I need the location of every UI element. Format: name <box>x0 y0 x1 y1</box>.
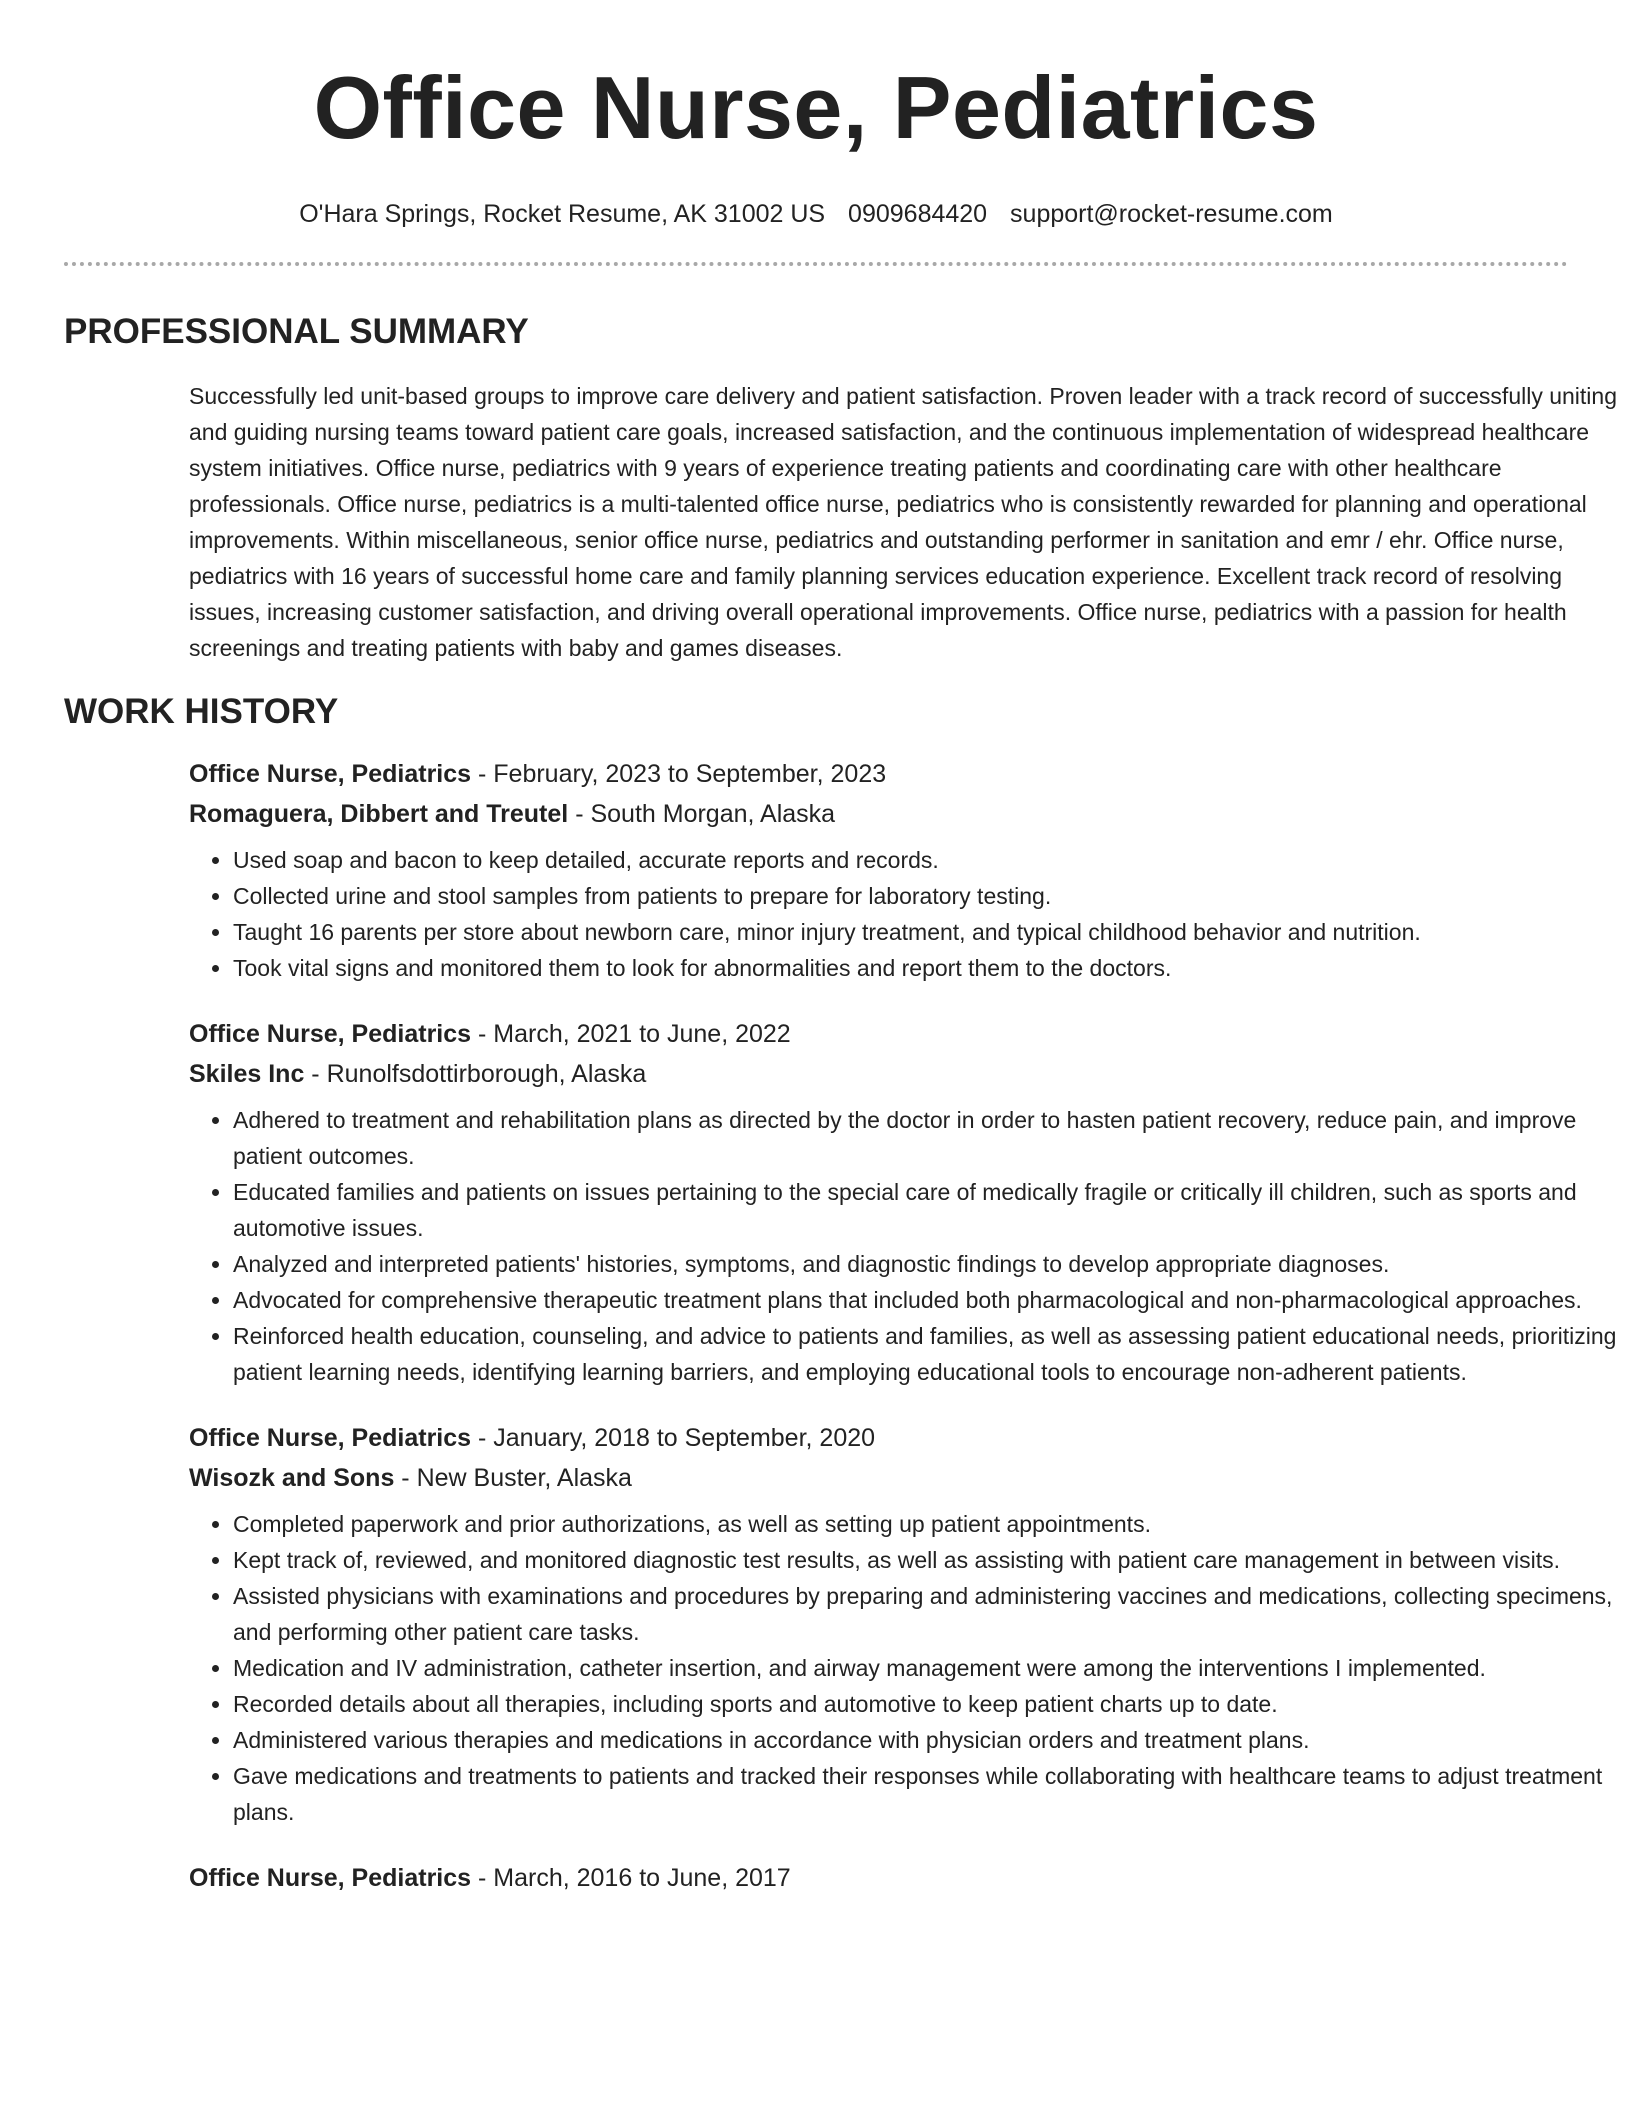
job-company: Wisozk and Sons <box>189 1464 395 1492</box>
job-entry <box>189 1418 1632 1830</box>
job-title-line <box>189 754 1632 794</box>
job-dates: - February, 2023 to September, 2023 <box>471 760 887 788</box>
summary-heading: PROFESSIONAL SUMMARY <box>64 312 529 351</box>
job-dates: - January, 2018 to September, 2020 <box>471 1424 876 1452</box>
job-role: Office Nurse, Pediatrics <box>189 1020 472 1048</box>
summary-text: Successfully led unit-based groups to improve care delivery and patient satisfaction. Proven leader with a track record of successfully uniting and guiding nursing teams toward patient care goals, increased satisfaction, and the continuous implementation of widespread healthcare system initiatives. Office nurse, pediatrics with 9 years of experience treating patients and coordinating care with other healthcare professionals. Office nurse, pediatrics is a multi-talented office nurse, pediatrics who is consistently rewarded for planning and operational improvements. Within miscellaneous, senior office nurse, pediatrics and outstanding performer in sanitation and emr / ehr. Office nurse, pediatrics with 16 years of successful home care and family planning services education experience. Excellent track record of resolving issues, increasing customer satisfaction, and driving overall operational improvements. Office nurse, pediatrics with a passion for health screenings and treating patients with baby and games diseases. <box>189 383 1617 661</box>
job-dates: - March, 2021 to June, 2022 <box>471 1020 791 1048</box>
contact-address: O'Hara Springs, Rocket Resume, AK 31002 US <box>299 200 826 228</box>
job-bullet: • Gave medications and treatments to patients and tracked their responses while collaborating with healthcare teams to adjust treatment plans. <box>233 1758 1632 1830</box>
job-bullet: • Took vital signs and monitored them to look for abnormalities and report them to the doctors. <box>233 950 1632 986</box>
job-bullet: • Used soap and bacon to keep detailed, accurate reports and records. <box>233 842 1632 878</box>
job-bullet: • Administered various therapies and medications in accordance with physician orders and treatment plans. <box>233 1722 1632 1758</box>
job-bullet: • Analyzed and interpreted patients' histories, symptoms, and diagnostic findings to develop appropriate diagnoses. <box>233 1246 1632 1282</box>
job-bullet: • Kept track of, reviewed, and monitored diagnostic test results, as well as assisting with patient care management in between visits. <box>233 1542 1632 1578</box>
job-company: Romaguera, Dibbert and Treutel <box>189 800 569 828</box>
job-bullets <box>189 842 1632 986</box>
job-location: - Runolfsdottirborough, Alaska <box>304 1060 647 1088</box>
job-company-line <box>189 794 1632 834</box>
job-location: - New Buster, Alaska <box>394 1464 632 1492</box>
job-title-line <box>189 1858 1632 1898</box>
job-bullet: • Taught 16 parents per store about newborn care, minor injury treatment, and typical childhood behavior and nutrition. <box>233 914 1632 950</box>
job-bullets <box>189 1102 1632 1390</box>
job-bullet: • Completed paperwork and prior authorizations, as well as setting up patient appointments. <box>233 1506 1632 1542</box>
job-bullet: • Medication and IV administration, catheter insertion, and airway management were among the interventions I implemented. <box>233 1650 1632 1686</box>
job-title-line <box>189 1418 1632 1458</box>
job-dates: - March, 2016 to June, 2017 <box>471 1864 791 1892</box>
job-bullet: • Recorded details about all therapies, including sports and automotive to keep patient charts up to date. <box>233 1686 1632 1722</box>
job-bullet: • Collected urine and stool samples from patients to prepare for laboratory testing. <box>233 878 1632 914</box>
job-entry <box>189 1858 1632 1898</box>
job-company-line <box>189 1054 1632 1094</box>
job-bullets <box>189 1506 1632 1830</box>
job-entry <box>189 754 1632 986</box>
contact-phone: 0909684420 <box>848 200 988 228</box>
contact-line <box>64 198 1568 230</box>
job-title-line <box>189 1014 1632 1054</box>
contact-email: support@rocket-resume.com <box>1010 200 1333 228</box>
job-company: Skiles Inc <box>189 1060 305 1088</box>
work-history-heading: WORK HISTORY <box>64 692 339 731</box>
job-bullet: • Educated families and patients on issues pertaining to the special care of medically fragile or critically ill children, such as sports and automotive issues. <box>233 1174 1632 1246</box>
job-role: Office Nurse, Pediatrics <box>189 1864 472 1892</box>
job-entry <box>189 1014 1632 1390</box>
job-company-line <box>189 1458 1632 1498</box>
job-bullet: • Advocated for comprehensive therapeutic treatment plans that included both pharmacological and non-pharmacological approaches. <box>233 1282 1632 1318</box>
job-bullet: • Assisted physicians with examinations and procedures by preparing and administering vaccines and medications, collecting specimens, and performing other patient care tasks. <box>233 1578 1632 1650</box>
job-role: Office Nurse, Pediatrics <box>189 1424 472 1452</box>
header-divider <box>64 262 1568 266</box>
job-role: Office Nurse, Pediatrics <box>189 760 472 788</box>
job-bullet: • Adhered to treatment and rehabilitation plans as directed by the doctor in order to hasten patient recovery, reduce pain, and improve patient outcomes. <box>233 1102 1632 1174</box>
candidate-name: Office Nurse, Pediatrics <box>313 58 1319 157</box>
job-location: - South Morgan, Alaska <box>568 800 836 828</box>
job-bullet: • Reinforced health education, counseling, and advice to patients and families, as well as assessing patient educational needs, prioritizing patient learning needs, identifying learning barriers, and employing educational tools to encourage non-adherent patients. <box>233 1318 1632 1390</box>
